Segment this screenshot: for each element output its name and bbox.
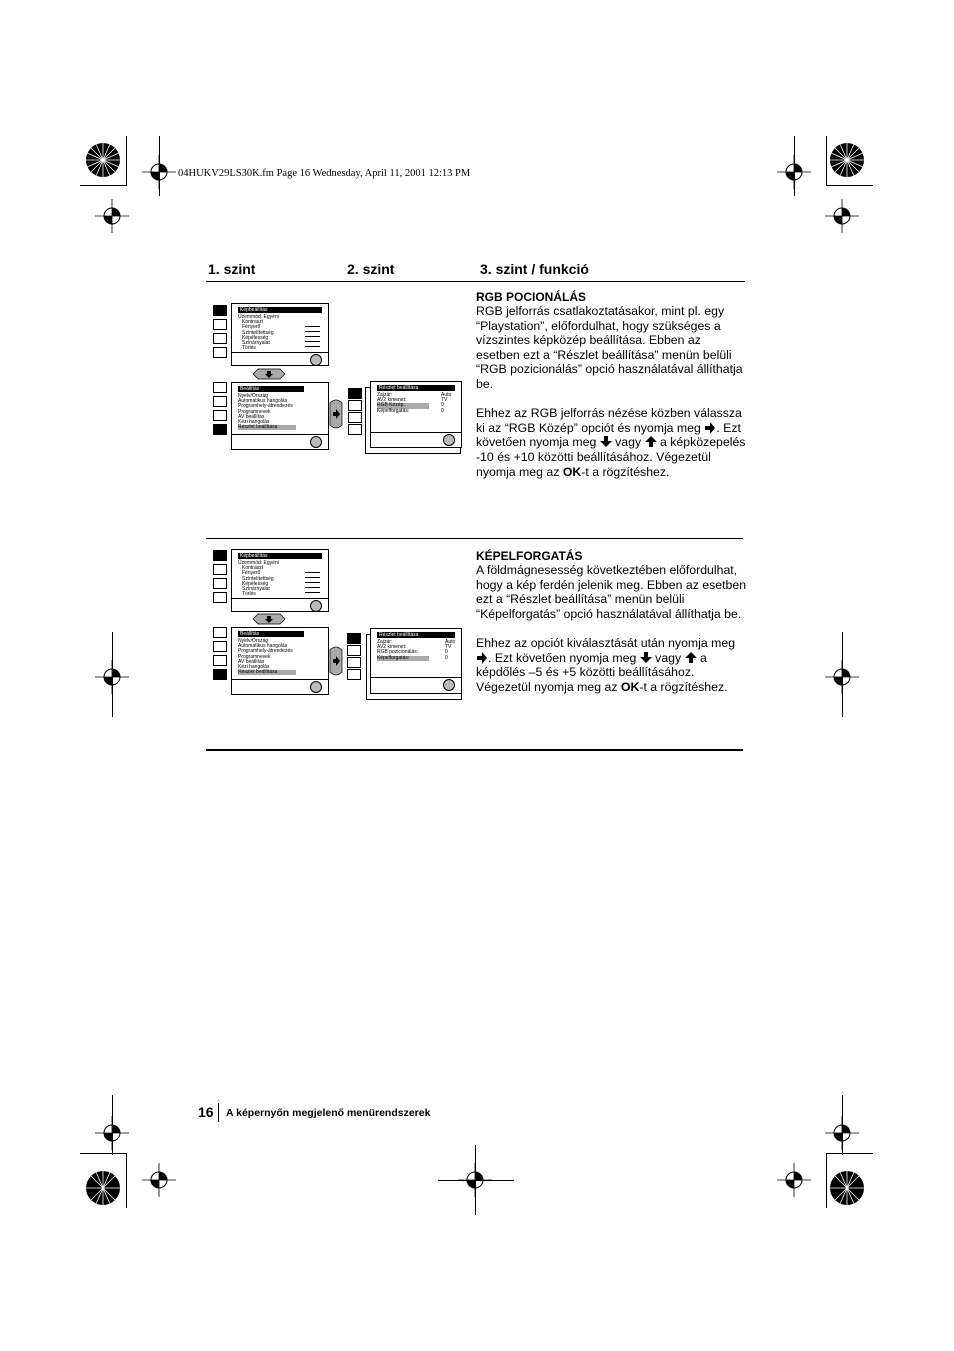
picture-menu-icon [213, 305, 227, 316]
menu-item: Színtelítettség [242, 329, 274, 336]
section1-text: -t a rögzítéshez. [581, 464, 670, 479]
registration-target-icon [95, 199, 129, 233]
up-arrow-icon [645, 436, 657, 448]
right-arrow-icon [704, 422, 716, 434]
sound-menu-icon [213, 319, 227, 330]
level-2-heading: 2. szint [347, 261, 395, 277]
up-arrow-icon [685, 652, 697, 664]
menu-item: AV beállítás [238, 658, 265, 665]
sound-menu-icon [213, 564, 227, 575]
section2-para2 [476, 636, 748, 694]
detail-menu-screen [370, 628, 462, 694]
menu-value: Auto [441, 392, 452, 398]
picture-menu-icon [213, 550, 227, 561]
menu-item: Zajzár: [377, 392, 393, 398]
ok-button-icon [310, 681, 322, 693]
setup-menu-title: Beállítás [238, 386, 304, 392]
menu-item: Kézi hangolás [238, 418, 270, 425]
menu-item: RGB pozicionálás: [377, 649, 419, 656]
menu-item: Programnevek [238, 653, 271, 660]
down-arrow-button-icon [252, 368, 286, 380]
section1-text: . Ezt követően nyomja meg [476, 420, 741, 450]
menu-item: Automatikus hangolás [238, 398, 288, 405]
menu-item: Üzemmód: Egyéni [238, 560, 279, 566]
section1-text: vagy [615, 435, 642, 450]
registration-target-icon [825, 199, 859, 233]
footer-title: A képernyőn megjelenő menürendszerek [226, 1107, 431, 1119]
down-arrow-icon [600, 436, 612, 448]
picture-menu-icon [348, 388, 362, 399]
setup-menu-screen [231, 627, 329, 695]
menu-value: Auto [445, 639, 456, 645]
menu-item: Programhely-átrendezés [238, 648, 293, 655]
menu-value: 0 [445, 649, 448, 656]
detail-menu-title: Részlet beállítása [377, 385, 455, 391]
menu-item-selected: Képelforgatás: [377, 656, 429, 661]
menu-item: Zajzár: [377, 639, 393, 645]
menu-item: Programnevek [238, 408, 271, 415]
menu-item: Üzemmód: Egyéni [238, 314, 279, 320]
header-rule [206, 281, 745, 282]
setup-menu-icon [213, 347, 227, 358]
registration-target-icon [142, 1163, 176, 1197]
picture-menu-icon [347, 633, 361, 644]
section1-text: a képközepelés -10 és +10 közötti beállításához. Végezetül nyomja meg az [476, 435, 746, 479]
picture-menu-screen [231, 549, 329, 612]
setup-menu-icon [213, 669, 227, 680]
page-number: 16 [198, 1104, 214, 1120]
menu-item: Programhely-átrendezés [238, 403, 293, 410]
section1-body [476, 304, 748, 494]
ok-button-icon [310, 600, 322, 612]
menu-value: 0 [441, 402, 444, 409]
ok-label: OK [620, 679, 640, 694]
setup-menu-icon [347, 669, 361, 680]
section2-title: KÉPELFORGATÁS [476, 549, 583, 563]
section2-body [476, 563, 748, 709]
section2-text: -t a rögzítéshez. [639, 679, 728, 694]
menu-item: Törlés [242, 345, 256, 352]
right-arrow-button-icon [329, 397, 343, 431]
menu-item: Fényerő [242, 324, 261, 331]
menu-value: TV [445, 644, 452, 651]
right-arrow-button-icon [329, 644, 343, 678]
picture-menu-screen [231, 303, 329, 366]
menu-item: AV beállítás [238, 413, 265, 420]
timer-menu-icon [213, 578, 227, 589]
menu-item: Színtelítettség [242, 575, 274, 582]
section2-text: vagy [655, 650, 682, 665]
section2-para1: A földmágnesesség következtében előfordulhat, hogy a kép ferdén jelenik meg. Ebben az esetben ezt a “Részlet beállítása” menün belüli “Képelforgatás” opció használatával állíthatja be. [476, 563, 747, 621]
menu-item: Nyelv/Ország [238, 638, 269, 644]
level-3-heading: 3. szint / funkció [480, 261, 589, 277]
menu-value: 0 [441, 407, 444, 414]
menu-item: Fényerő [242, 570, 261, 577]
detail-menu-title: Részlet beállítása [377, 632, 455, 638]
menu-item: AV2 kimenet: [377, 397, 407, 404]
level-1-heading: 1. szint [208, 261, 256, 277]
ok-label: OK [562, 464, 582, 479]
section-divider [206, 538, 743, 539]
section-end-rule [206, 749, 743, 751]
menu-item: Automatikus hangolás [238, 643, 288, 650]
setup-menu-icon [348, 424, 362, 435]
setup-menu-screen [231, 382, 329, 450]
ok-button-icon [310, 354, 322, 366]
timer-menu-icon [347, 657, 361, 668]
menu-item: Nyelv/Ország [238, 393, 269, 399]
menu-item: Képélesség [242, 580, 269, 587]
setup-menu-icon [213, 424, 227, 435]
menu-item-selected: RGB Közép: [377, 403, 429, 408]
timer-menu-icon [213, 333, 227, 344]
menu-value: TV [441, 397, 448, 404]
registration-sunburst-icon [85, 142, 121, 178]
sound-menu-icon [348, 400, 362, 411]
ok-button-icon [443, 679, 455, 691]
picture-menu-icon [213, 382, 227, 393]
file-header: 04HUKV29LS30K.fm Page 16 Wednesday, April 11, 2001 12:13 PM [178, 168, 471, 179]
menu-value: 0 [445, 654, 448, 661]
section1-para1: RGB jelforrás csatlakoztatásakor, mint pl. egy “Playstation”, előfordulhat, hogy szükséges a vízszintes képközép beállítása. Ebben az esetben ezt a “Részlet beállítása” menün belüli “RGB pozicionálás” opció használatával állíthatja be. [476, 304, 743, 391]
ok-button-icon [443, 434, 455, 446]
picture-menu-icon [213, 627, 227, 638]
section1-text: Ehhez az RGB jelforrás nézése közben válassza ki az “RGB Közép” opciót és nyomja meg [476, 406, 742, 435]
detail-menu-screen [370, 381, 462, 448]
footer-separator [218, 1103, 219, 1122]
menu-item: AV2 kimenet: [377, 644, 407, 651]
section1-para2 [476, 406, 748, 479]
ok-button-icon [310, 436, 322, 448]
section2-text: Ehhez az opciót kiválasztását után nyomja meg [476, 635, 736, 650]
registration-target-icon [777, 1163, 811, 1197]
sound-menu-icon [213, 641, 227, 652]
menu-item: Törlés [242, 591, 256, 598]
right-arrow-icon [476, 652, 488, 664]
menu-item-selected: Részlet beállítása [238, 425, 296, 430]
registration-sunburst-icon [829, 142, 865, 178]
setup-menu-icon [213, 592, 227, 603]
picture-menu-title: Képbeállítás [238, 553, 322, 559]
menu-item: Képélesség [242, 334, 269, 341]
menu-item: Kézi hangolás [238, 663, 270, 670]
registration-sunburst-icon [829, 1170, 865, 1206]
menu-item: Kontraszt [242, 319, 264, 326]
down-arrow-icon [640, 652, 652, 664]
section2-text: a képdőlés –5 és +5 közötti beállításához. Végezetül nyomja meg az [476, 650, 707, 694]
picture-menu-title: Képbeállítás [238, 307, 322, 313]
menu-item: Színárnyalat [242, 339, 270, 346]
timer-menu-icon [213, 655, 227, 666]
sound-menu-icon [347, 645, 361, 656]
timer-menu-icon [348, 412, 362, 423]
menu-item: Képelforgatás: [377, 407, 410, 414]
menu-item: Kontraszt [242, 565, 264, 572]
down-arrow-button-icon [252, 613, 286, 625]
section1-title: RGB POCIONÁLÁS [476, 290, 587, 304]
menu-item-selected: Részlet beállítása [238, 670, 296, 675]
sound-menu-icon [213, 396, 227, 407]
registration-sunburst-icon [85, 1170, 121, 1206]
menu-item: Színárnyalat [242, 585, 270, 592]
timer-menu-icon [213, 410, 227, 421]
setup-menu-title: Beállítás [238, 631, 304, 637]
section2-text: . Ezt követően nyomja meg [488, 650, 637, 665]
